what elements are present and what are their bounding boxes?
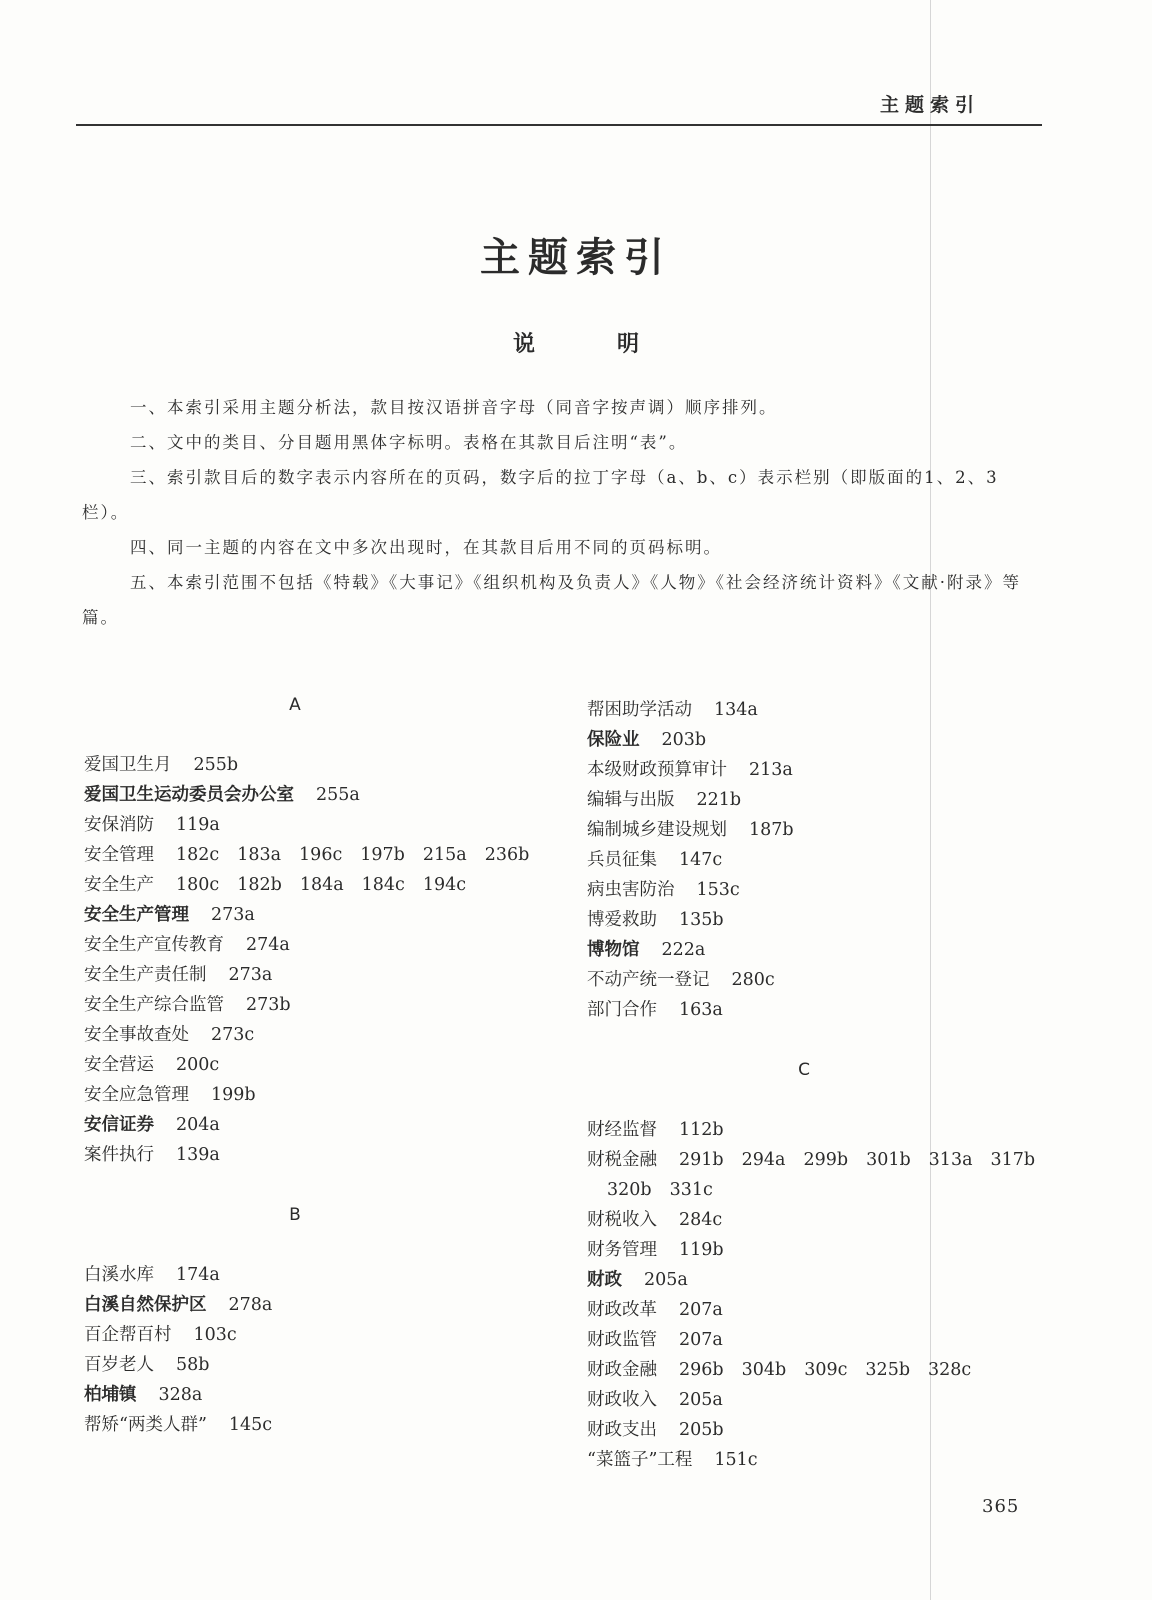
index-entry: [587, 1235, 1037, 1265]
index-entry: [587, 1205, 1037, 1235]
index-entry: [587, 1145, 1037, 1175]
index-term: 财税收入: [587, 1210, 657, 1230]
index-entry: [587, 1445, 1037, 1475]
page-reference: 187b: [749, 820, 794, 840]
index-letter-heading: B: [289, 1205, 301, 1225]
index-term: 安全生产责任制: [84, 965, 207, 985]
index-entry: [587, 905, 1037, 935]
index-term: 财政: [587, 1270, 622, 1290]
index-entry: [587, 1385, 1037, 1415]
index-entry: [84, 1110, 534, 1140]
page-reference: 273a: [228, 965, 273, 985]
page-reference: 145c: [228, 1415, 273, 1435]
page-title: 主题索引: [480, 234, 672, 281]
index-entry: [84, 1320, 534, 1350]
page-reference: 203b: [661, 730, 707, 750]
page-reference: 320b: [607, 1180, 652, 1200]
running-head: 主题索引: [880, 94, 981, 116]
index-term: 财经监督: [587, 1120, 657, 1140]
page-reference: 284c: [679, 1210, 723, 1230]
page-reference: 273a: [211, 905, 255, 925]
page-reference: 194c: [422, 875, 467, 895]
page-reference: 112b: [679, 1120, 724, 1140]
index-term: 爱国卫生月: [84, 755, 172, 775]
page-reference: 135b: [679, 910, 724, 930]
page-reference: 200c: [176, 1055, 220, 1075]
page-reference: 182c: [176, 845, 220, 865]
notes: [82, 390, 1042, 635]
index-term: 安全管理: [84, 845, 154, 865]
index-term: 安全事故查处: [84, 1025, 189, 1045]
page-reference: 291b: [679, 1150, 724, 1170]
index-term: 部门合作: [587, 1000, 657, 1020]
page-reference: 309c: [804, 1360, 848, 1380]
index-entry: [587, 1115, 1037, 1145]
page-reference: 119a: [176, 815, 220, 835]
page-reference: 151c: [714, 1450, 758, 1470]
page-reference: 328a: [158, 1385, 203, 1405]
index-term: 帮困助学活动: [587, 700, 692, 720]
index-term: 安信证券: [84, 1115, 154, 1135]
note-item: 一、本索引采用主题分析法，款目按汉语拼音字母（同音字按声调）顺序排列。: [130, 398, 778, 417]
index-entry: [587, 965, 1037, 995]
index-term: 柏埔镇: [84, 1385, 137, 1405]
index-entry: [587, 875, 1037, 905]
index-term: 财政支出: [587, 1420, 657, 1440]
index-term: 安全应急管理: [84, 1085, 189, 1105]
page-reference: 204a: [176, 1115, 220, 1135]
page-reference: 304b: [741, 1360, 787, 1380]
note-item: 二、文中的类目、分目题用黑体字标明。表格在其款目后注明“表”。: [130, 433, 688, 452]
index-term: 编制城乡建设规划: [587, 820, 727, 840]
index-term: 编辑与出版: [587, 790, 675, 810]
page-reference: 255b: [193, 755, 239, 775]
index-term: 爱国卫生运动委员会办公室: [84, 785, 294, 805]
index-term: 财政金融: [587, 1360, 657, 1380]
page-reference: 317b: [990, 1150, 1036, 1170]
page-reference: 183a: [237, 845, 282, 865]
header-rule: [76, 124, 1042, 126]
index-entry: [587, 695, 1037, 725]
index-entry: [587, 785, 1037, 815]
page-number: 365: [982, 1496, 1020, 1517]
page-reference: 274a: [246, 935, 290, 955]
page-reference: 147c: [679, 850, 723, 870]
page-reference: 280c: [731, 970, 775, 990]
index-term: 安全生产: [84, 875, 154, 895]
index-entry: [587, 755, 1037, 785]
index-entry: [84, 1410, 534, 1440]
page-reference: 294a: [741, 1150, 786, 1170]
index-entry: [587, 995, 1037, 1025]
index-term: 病虫害防治: [587, 880, 675, 900]
index-entry: [84, 870, 534, 900]
page-reference: 184c: [361, 875, 405, 895]
page-reference: 213a: [749, 760, 793, 780]
index-entry: [84, 810, 534, 840]
index-term: 百企帮百村: [84, 1325, 172, 1345]
index-entry: [84, 1380, 534, 1410]
page-reference: 331c: [669, 1180, 713, 1200]
page-reference: 184a: [299, 875, 344, 895]
page-reference: 174a: [176, 1265, 220, 1285]
index-entry: [587, 1415, 1037, 1445]
page-reference: 205a: [644, 1270, 688, 1290]
index-entry: [84, 1050, 534, 1080]
index-entry: [84, 960, 534, 990]
index-entry: [84, 1020, 534, 1050]
page-reference: 153c: [696, 880, 740, 900]
page-reference: 273c: [211, 1025, 255, 1045]
index-entry: [84, 990, 534, 1020]
index-term: 财税金融: [587, 1150, 657, 1170]
page-reference: 180c: [176, 875, 220, 895]
page-reference: 207a: [679, 1300, 723, 1320]
index-term: 安全生产宣传教育: [84, 935, 224, 955]
index-entry: [84, 750, 534, 780]
page-reference: 221b: [696, 790, 742, 810]
index-term: 安全生产综合监管: [84, 995, 224, 1015]
index-entry: [587, 935, 1037, 965]
index-term: 兵员征集: [587, 850, 657, 870]
index-term: 安全营运: [84, 1055, 154, 1075]
page-reference: 207a: [679, 1330, 723, 1350]
index-term: 博爱救助: [587, 910, 657, 930]
index-term: 财务管理: [587, 1240, 657, 1260]
page-reference: 301b: [866, 1150, 911, 1170]
index-entry: [587, 1295, 1037, 1325]
index-entry: [84, 840, 534, 870]
page-reference: 273b: [246, 995, 291, 1015]
index-entry: [84, 930, 534, 960]
page-reference: 182b: [237, 875, 282, 895]
index-term: 白溪自然保护区: [84, 1295, 207, 1315]
index-term: 博物馆: [587, 940, 640, 960]
page-reference: 236b: [484, 845, 530, 865]
note-item: 五、本索引范围不包括《特载》《大事记》《组织机构及负责人》《人物》《社会经济统计资料》《文献·附录》等篇。: [82, 573, 1021, 627]
index-entry: [587, 1325, 1037, 1355]
section-spacer: [84, 1230, 534, 1260]
index-term: 财政监管: [587, 1330, 657, 1350]
page-reference: 196c: [299, 845, 343, 865]
page-reference: 205a: [679, 1390, 723, 1410]
index-term: 案件执行: [84, 1145, 154, 1165]
section-spacer: [84, 1170, 534, 1200]
index-term: 百岁老人: [84, 1355, 154, 1375]
index-column-left: [84, 690, 534, 1440]
note-item: 四、同一主题的内容在文中多次出现时，在其款目后用不同的页码标明。: [130, 538, 722, 557]
page-reference: 163a: [679, 1000, 723, 1020]
index-letter-heading: C: [798, 1060, 810, 1080]
index-term: 安全生产管理: [84, 905, 189, 925]
page-reference: 119b: [679, 1240, 724, 1260]
index-entry: [587, 725, 1037, 755]
notes-heading: 说 明: [512, 332, 669, 357]
section-spacer: [587, 1085, 1037, 1115]
section-spacer: [587, 1025, 1037, 1055]
index-term: 财政改革: [587, 1300, 657, 1320]
page-reference: 296b: [679, 1360, 724, 1380]
index-entry: [84, 780, 534, 810]
index-term: 不动产统一登记: [587, 970, 710, 990]
page-reference: 325b: [865, 1360, 911, 1380]
page-reference: 313a: [928, 1150, 973, 1170]
page-reference: 222a: [661, 940, 706, 960]
index-column-right: [587, 695, 1037, 1475]
page-reference: 215a: [422, 845, 467, 865]
index-entry: [587, 1355, 1037, 1385]
section-spacer: [84, 720, 534, 750]
index-term: 本级财政预算审计: [587, 760, 727, 780]
index-term: 安保消防: [84, 815, 154, 835]
index-term: 保险业: [587, 730, 640, 750]
index-entry: [587, 845, 1037, 875]
index-entry: [84, 1140, 534, 1170]
index-entry: [587, 815, 1037, 845]
page-reference: 205b: [679, 1420, 724, 1440]
page-reference: 199b: [211, 1085, 256, 1105]
page-reference: 299b: [803, 1150, 849, 1170]
index-term: “菜篮子”工程: [587, 1450, 693, 1470]
page-reference: 255a: [316, 785, 360, 805]
index-entry: [587, 1175, 1037, 1205]
index-entry: [84, 1080, 534, 1110]
page-reference: 139a: [176, 1145, 220, 1165]
page-reference: 58b: [176, 1355, 210, 1375]
index-term: 帮矫“两类人群”: [84, 1415, 207, 1435]
page-reference: 197b: [360, 845, 405, 865]
page-reference: 278a: [228, 1295, 273, 1315]
page-reference: 103c: [193, 1325, 237, 1345]
index-entry: [587, 1265, 1037, 1295]
index-entry: [84, 1290, 534, 1320]
index-entry: [84, 900, 534, 930]
index-term: 白溪水库: [84, 1265, 154, 1285]
index-letter-heading: A: [289, 695, 301, 715]
index-term: 财政收入: [587, 1390, 657, 1410]
index-entry: [84, 1260, 534, 1290]
note-item: 三、索引款目后的数字表示内容所在的页码，数字后的拉丁字母（a、b、c）表示栏别（即版面的1、2、3栏）。: [82, 468, 999, 522]
page-reference: 134a: [714, 700, 758, 720]
index-entry: [84, 1350, 534, 1380]
page-reference: 328c: [928, 1360, 972, 1380]
